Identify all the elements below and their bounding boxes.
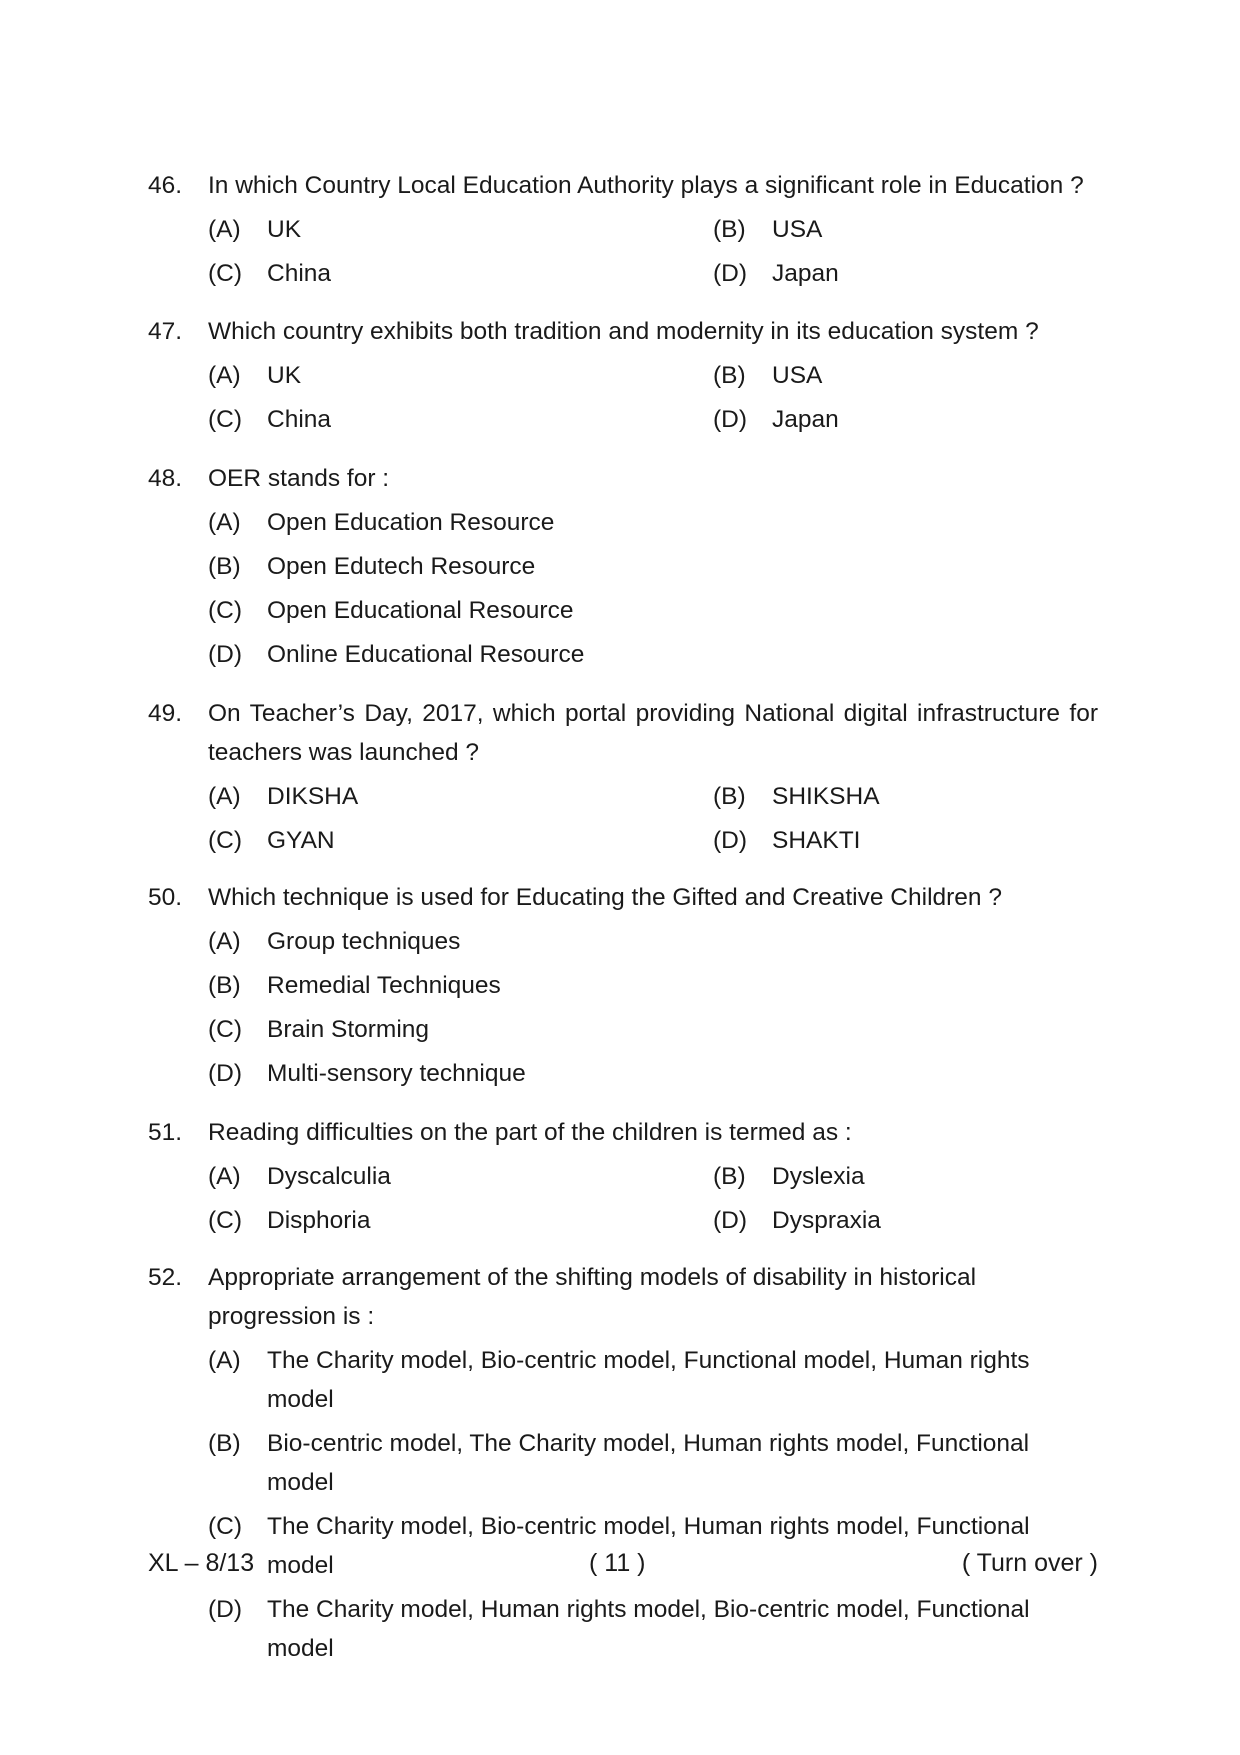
question-text: Which country exhibits both tradition and modernity in its education system ?: [208, 318, 1039, 345]
question-47: [148, 312, 1098, 439]
option-label: (D): [208, 641, 243, 668]
option-text: China: [267, 260, 332, 287]
question-text: OER stands for :: [208, 465, 390, 492]
options-grid: [208, 1157, 1098, 1240]
option-text: Brain Storming: [267, 1016, 430, 1043]
option-c: [208, 1010, 429, 1049]
option-a: [208, 777, 713, 816]
option-label: (D): [208, 1596, 243, 1623]
option-text: UK: [267, 362, 302, 389]
option-text: Online Educational Resource: [267, 641, 585, 668]
question-text: In which Country Local Education Authority plays a significant role in Education ?: [208, 172, 1084, 199]
question-46: [148, 166, 1098, 293]
option-text: Multi-sensory technique: [267, 1060, 526, 1087]
option-a: [208, 210, 713, 249]
option-b: [713, 356, 822, 395]
option-label: (B): [713, 362, 746, 389]
option-c: [208, 591, 573, 630]
option-label: (D): [713, 260, 748, 287]
option-a: [208, 1157, 713, 1196]
question-number: 48.: [148, 465, 183, 492]
option-text: USA: [772, 216, 823, 243]
option-label: (B): [713, 783, 746, 810]
option-b: [208, 547, 535, 586]
option-label: (A): [208, 1347, 241, 1374]
option-label: (D): [713, 1207, 748, 1234]
question-51: [148, 1113, 1098, 1240]
option-d: [713, 821, 861, 860]
option-text: Dyspraxia: [772, 1207, 881, 1234]
option-text: SHAKTI: [772, 827, 861, 854]
option-a: [208, 1341, 1098, 1419]
option-text: UK: [267, 216, 302, 243]
option-c: [208, 821, 713, 860]
question-text: Reading difficulties on the part of the children is termed as :: [208, 1119, 852, 1146]
paper-code: XL – 8/13: [148, 1549, 255, 1577]
option-label: (A): [208, 362, 241, 389]
option-label: (C): [208, 406, 243, 433]
option-b: [208, 966, 501, 1005]
option-text: Open Education Resource: [267, 509, 555, 536]
option-text: The Charity model, Bio-centric model, Functional model, Human rights model: [267, 1347, 1030, 1413]
option-c: [208, 1201, 713, 1240]
option-text: SHIKSHA: [772, 783, 880, 810]
option-text: Dyslexia: [772, 1163, 865, 1190]
option-text: Open Edutech Resource: [267, 553, 536, 580]
option-label: (C): [208, 827, 243, 854]
option-label: (C): [208, 597, 243, 624]
question-48: [148, 459, 1098, 674]
option-label: (D): [208, 1060, 243, 1087]
option-text: Remedial Techniques: [267, 972, 501, 999]
option-b: [713, 210, 822, 249]
option-label: (A): [208, 783, 241, 810]
option-label: (A): [208, 1163, 241, 1190]
question-number: 52.: [148, 1264, 183, 1291]
option-d: [208, 635, 584, 674]
question-50: [148, 878, 1098, 1093]
options-list: [208, 503, 1098, 674]
question-text: Appropriate arrangement of the shifting models of disability in historical progression is :: [208, 1264, 977, 1330]
option-text: China: [267, 406, 332, 433]
option-label: (D): [713, 406, 748, 433]
option-text: The Charity model, Human rights model, Bio-centric model, Functional model: [267, 1596, 1030, 1662]
option-b: [208, 1424, 1098, 1502]
option-label: (A): [208, 928, 241, 955]
option-text: Japan: [772, 406, 839, 433]
option-d: [713, 400, 839, 439]
option-text: Open Educational Resource: [267, 597, 574, 624]
option-d: [208, 1054, 526, 1093]
option-label: (C): [208, 1207, 243, 1234]
option-label: (A): [208, 216, 241, 243]
option-d: [713, 254, 839, 293]
option-label: (B): [208, 972, 241, 999]
option-label: (B): [713, 216, 746, 243]
option-text: The Charity model, Bio-centric model, Human rights model, Functional model: [267, 1513, 1030, 1579]
option-text: Bio-centric model, The Charity model, Human rights model, Functional model: [267, 1430, 1030, 1496]
options-list: [208, 922, 1098, 1093]
option-b: [713, 777, 880, 816]
option-d: [208, 1590, 1098, 1668]
turn-over-note: ( Turn over ): [961, 1549, 1098, 1577]
option-label: (C): [208, 1513, 243, 1540]
option-label: (B): [208, 553, 241, 580]
question-number: 50.: [148, 884, 183, 911]
question-number: 47.: [148, 318, 183, 345]
question-text: On Teacher’s Day, 2017, which portal providing National digital infrastructure for teachers was launched ?: [208, 700, 1098, 766]
option-label: (B): [713, 1163, 746, 1190]
question-number: 49.: [148, 700, 183, 727]
option-text: Disphoria: [267, 1207, 371, 1234]
option-label: (D): [713, 827, 748, 854]
option-a: [208, 356, 713, 395]
option-a: [208, 922, 460, 961]
option-text: Japan: [772, 260, 839, 287]
option-b: [713, 1157, 865, 1196]
option-label: (C): [208, 260, 243, 287]
question-52: [148, 1258, 1098, 1668]
option-c: [208, 254, 713, 293]
option-d: [713, 1201, 881, 1240]
option-text: USA: [772, 362, 823, 389]
options-grid: [208, 356, 1098, 439]
question-number: 46.: [148, 172, 183, 199]
options-grid: [208, 777, 1098, 860]
page-footer: [148, 1549, 1098, 1585]
options-list: [208, 1341, 1098, 1668]
option-text: GYAN: [267, 827, 335, 854]
option-label: (B): [208, 1430, 241, 1457]
options-grid: [208, 210, 1098, 293]
question-text: Which technique is used for Educating the Gifted and Creative Children ?: [208, 884, 1002, 911]
option-a: [208, 503, 554, 542]
option-label: (A): [208, 509, 241, 536]
option-text: DIKSHA: [267, 783, 359, 810]
question-number: 51.: [148, 1119, 183, 1146]
page-number: ( 11 ): [589, 1549, 646, 1577]
question-49: [148, 694, 1098, 860]
option-label: (C): [208, 1016, 243, 1043]
option-text: Dyscalculia: [267, 1163, 391, 1190]
option-c: [208, 400, 713, 439]
option-text: Group techniques: [267, 928, 461, 955]
